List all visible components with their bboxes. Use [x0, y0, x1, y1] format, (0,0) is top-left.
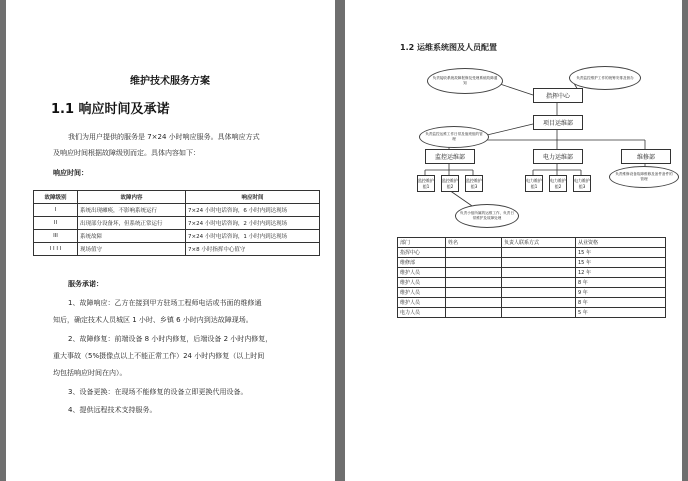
table-row [398, 298, 666, 308]
cell-qualification: 12 年 [576, 268, 666, 278]
cell-name [446, 248, 502, 258]
box-monitor-group-1: 监控维护组1 [417, 175, 435, 192]
cell-name [446, 308, 502, 318]
commitment-line: 重大事故（5%摄像点以上不能正常工作）24 小时内修复（以上时间 [53, 352, 265, 360]
cell-contact [502, 258, 576, 268]
table-row [398, 258, 666, 268]
staff-table [397, 237, 666, 318]
cloud-note-left-top: 负责接收系统故障报修及受理系统故障通知 [427, 68, 503, 94]
cell-qualification: 9 年 [576, 288, 666, 298]
header-contact: 负责人联系方式 [502, 238, 576, 248]
header-fault-content: 故障内容 [78, 191, 186, 204]
cell-dept: 维修部 [398, 258, 446, 268]
header-fault-level: 故障级别 [34, 191, 78, 204]
table-header-row [398, 238, 666, 248]
cell-level: II [34, 217, 78, 230]
box-power-ops: 电力运维部 [533, 149, 583, 164]
cloud-note-right-mid: 负责维修设备故障维修及备件备件的管理 [609, 166, 679, 188]
cell-content: 现场值守 [78, 243, 186, 256]
cell-dept: 电力人员 [398, 308, 446, 318]
cell-time: 7×24 小时电话咨询，2 小时内到达现场 [186, 217, 320, 230]
header-qualification: 从业资格 [576, 238, 666, 248]
commitment-line: 知后，确定技术人员城区 1 小时、乡镇 6 小时内到达故障现场。 [53, 316, 253, 324]
box-command-center: 指挥中心 [533, 88, 583, 103]
table-row [398, 278, 666, 288]
cell-level: I [34, 204, 78, 217]
intro-line-2: 及响应时间根据故障级别而定。具体内容如下： [53, 149, 200, 157]
commitment-label: 服务承诺： [68, 280, 103, 288]
cell-dept: 维护人员 [398, 298, 446, 308]
table-row [398, 288, 666, 298]
box-power-group-1: 电力维护组1 [525, 175, 543, 192]
cloud-note-bottom: 负责小组所属的运维工作，负责日常维护及故障处理 [455, 204, 519, 228]
box-monitor-group-2: 监控维护组2 [441, 175, 459, 192]
cell-time: 7×8 小时指挥中心值守 [186, 243, 320, 256]
box-power-group-3: 电力维护组3 [573, 175, 591, 192]
cell-time: 7×24 小时电话咨询，6 小时内到达现场 [186, 204, 320, 217]
cloud-note-right-top: 负责监控维护工作的统筹安排及督办 [569, 66, 641, 90]
cell-content: 出现部分设备坏，但系统正常运行 [78, 217, 186, 230]
section-title-org: 1.2 运维系统图及人员配置 [400, 43, 497, 52]
commitment-line: 3、设备更换：在现场不能修复的设备立即更换代用设备。 [68, 388, 248, 396]
commitment-line: 均包括响应时间在内）。 [53, 369, 127, 377]
cell-content: 系统出现瘫痪，不影响系统运行 [78, 204, 186, 217]
box-power-group-2: 电力维护组2 [549, 175, 567, 192]
table-row [34, 204, 320, 217]
cell-dept: 维护人员 [398, 278, 446, 288]
cell-contact [502, 248, 576, 258]
table-row [398, 248, 666, 258]
document-page-left [6, 0, 335, 481]
cell-name [446, 258, 502, 268]
table-row [398, 308, 666, 318]
cell-dept: 指挥中心 [398, 248, 446, 258]
table-row [34, 243, 320, 256]
box-monitor-ops: 监控运维部 [425, 149, 475, 164]
intro-line-1: 我们为用户提供的服务是 7×24 小时响应服务。具体响应方式 [68, 133, 260, 141]
commitment-line: 1、故障响应：乙方在接到甲方驻场工程师电话或书面的维修通 [68, 299, 262, 307]
cell-dept: 维护人员 [398, 268, 446, 278]
table-header-row [34, 191, 320, 204]
document-page-right [345, 0, 682, 481]
commitment-line: 4、提供远程技术支持服务。 [68, 406, 157, 414]
cell-name [446, 268, 502, 278]
box-project-ops: 项目运维部 [533, 115, 583, 130]
response-time-label: 响应时间： [53, 169, 88, 177]
header-name: 姓名 [446, 238, 502, 248]
cell-qualification: 8 年 [576, 298, 666, 308]
cell-contact [502, 278, 576, 288]
cell-contact [502, 308, 576, 318]
cell-name [446, 288, 502, 298]
document-title: 维护技术服务方案 [130, 76, 210, 87]
cell-qualification: 5 年 [576, 308, 666, 318]
cell-time: 7×24 小时电话咨询，1 小时内到达现场 [186, 230, 320, 243]
box-maintenance: 维修部 [621, 149, 671, 164]
cell-contact [502, 268, 576, 278]
org-chart-connectors [345, 0, 682, 240]
table-row [34, 217, 320, 230]
cell-dept: 维护人员 [398, 288, 446, 298]
service-level-table [33, 190, 320, 256]
cell-qualification: 15 年 [576, 258, 666, 268]
cell-contact [502, 288, 576, 298]
box-monitor-group-3: 监控维护组3 [465, 175, 483, 192]
cell-level: I I I I [34, 243, 78, 256]
table-row [34, 230, 320, 243]
section-title-response: 1.1 响应时间及承诺 [51, 102, 170, 117]
cell-level: III [34, 230, 78, 243]
cell-contact [502, 298, 576, 308]
cell-name [446, 298, 502, 308]
cloud-note-left-mid: 负责监控运维工作日常及值班组的管理 [419, 126, 489, 148]
cell-content: 系统故障 [78, 230, 186, 243]
header-dept: 部门 [398, 238, 446, 248]
commitment-line: 2、故障修复：前端设备 8 小时内修复，后端设备 2 小时内修复， [68, 335, 273, 343]
header-response-time: 响应时间 [186, 191, 320, 204]
table-row [398, 268, 666, 278]
cell-qualification: 8 年 [576, 278, 666, 288]
cell-name [446, 278, 502, 288]
cell-qualification: 15 年 [576, 248, 666, 258]
